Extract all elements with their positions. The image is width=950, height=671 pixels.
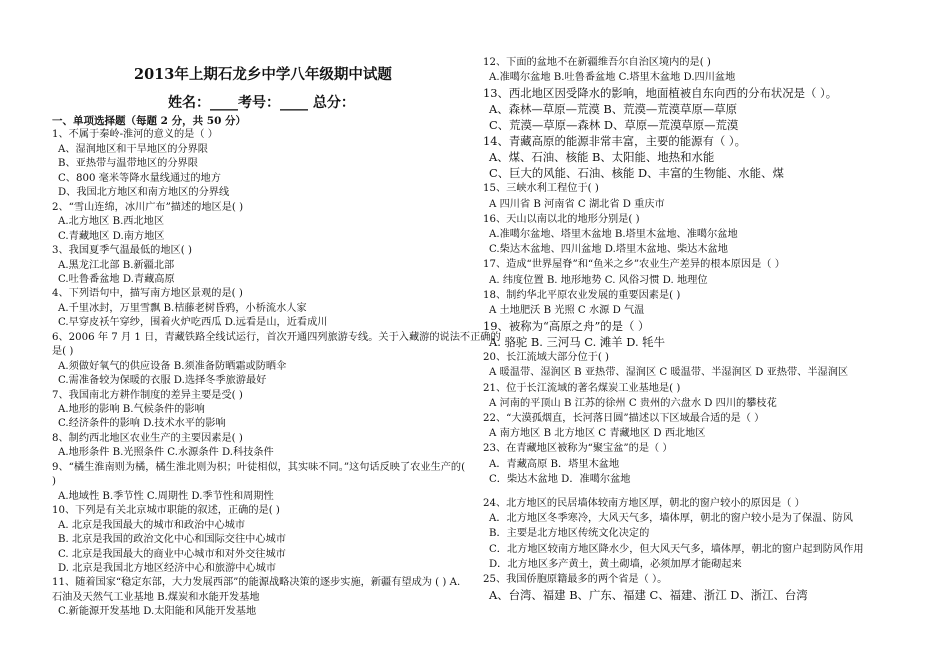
right-text-line: A．北方地区冬季寒冷，大风天气多，墙体厚，朝北的窗户较小是为了保温、防风	[489, 513, 853, 525]
left-text-line: 9、“橘生淮南则为橘，橘生淮北则为枳；叶徒相似，其实味不同。”这句话反映了农业生产的(	[52, 461, 466, 473]
student-info-bar: 姓名：____考号：____ 总分：	[168, 95, 355, 111]
right-text-line: C、巨大的风能、石油、核能 D、丰富的生物能、水能、煤	[489, 166, 784, 181]
right-text-line: 16、天山以南以北的地形分别是( )	[483, 213, 640, 225]
left-text-line: C. 北京是我国最大的商业中心城市和对外交往城市	[58, 548, 286, 560]
left-text-line: 10、下列是有关北京城市职能的叙述，正确的是( )	[52, 505, 280, 517]
right-text-line: D．北方地区多产黄土，黄土砌墙，必须加厚才能砌起来	[489, 558, 742, 570]
left-text-line: 4、下列语句中，描写南方地区景观的是( )	[52, 288, 243, 300]
left-text-line: 3、我国夏季气温最低的地区( )	[52, 245, 192, 257]
left-text-line: 2、“雪山连绵，冰川广布”描述的地区是( )	[52, 201, 244, 213]
right-text-line: 24、北方地区的民居墙体较南方地区厚，朝北的窗户较小的原因是（ ）	[483, 498, 805, 509]
right-text-line: 12、下面的盆地不在新疆维吾尔自治区境内的是( )	[483, 57, 711, 68]
left-text-line: A、湿润地区和干旱地区的分界限	[58, 143, 208, 155]
right-text-line: 21、位于长江流域的著名煤炭工业基地是( )	[483, 382, 681, 394]
left-text-line: B. 北京是我国的政治文化中心和国际交往中心城市	[58, 534, 286, 546]
exam-title: 2013年上期石龙乡中学八年级期中试题	[134, 66, 392, 83]
right-text-line: C、荒漠—草原—森林 D、草原—荒漠草原—荒漠	[489, 118, 739, 133]
right-text-line: A 河南的平顶山 B 江苏的徐州 C 贵州的六盘水 D 四川的攀枝花	[489, 397, 777, 409]
left-text-line: A.地域性 B.季节性 C.周期性 D.季节性和周期性	[58, 490, 274, 502]
right-text-line: 18、制约华北平原农业发展的重要因素是( )	[483, 289, 681, 301]
right-text-line: 23、在青藏地区被称为“聚宝盆”的是（ ）	[483, 443, 673, 455]
left-text-line: C.经济条件的影响 D.技术水平的影响	[58, 418, 226, 430]
left-text-line: C、800 毫米等降水量线通过的地方	[58, 172, 221, 184]
left-text-line: C.新能源开发基地 D.太阳能和风能开发基地	[58, 606, 257, 618]
right-text-line: 17、造成“世界屋脊”和“鱼米之乡”农业生产差异的根本原因是（ ）	[483, 259, 785, 271]
left-text-line: 7、我国南北方耕作制度的差异主要是受( )	[52, 389, 243, 401]
right-text-line: 14、青藏高原的能源非常丰富，主要的能源有（ ）。	[483, 134, 747, 149]
right-text-line: A. 纬度位置 B. 地形地势 C. 风俗习惯 D. 地理位	[489, 274, 708, 286]
left-text-line: )	[52, 476, 56, 488]
right-text-line: 19、被称为“高原之舟”的是（ ）	[483, 319, 650, 334]
right-text-line: A.准噶尔盆地 B.吐鲁番盆地 C.塔里木盆地 D.四川盆地	[489, 72, 736, 84]
right-text-line: A 土地肥沃 B 光照 C 水源 D 气温	[489, 305, 645, 316]
right-text-line: A 四川省 B 河南省 C 湖北省 D 重庆市	[489, 198, 665, 210]
left-text-line: 石油及天然气工业基地 B.煤炭和水能开发基地	[52, 591, 260, 603]
right-text-line: A. 骆驼 B. 三河马 C. 滩羊 D. 牦牛	[489, 335, 665, 350]
left-text-line: C.需准备较为保暖的衣服 D.选择冬季旅游最好	[58, 375, 267, 387]
left-text-line: 1、不属于秦岭-淮河的意义的是（ ）	[52, 129, 218, 141]
left-text-line: 一、单项选择题（每题 2 分，共 50 分）	[52, 115, 247, 127]
left-text-line: A.黑龙江北部 B.新疆北部	[58, 259, 175, 271]
left-text-line: A.地形的影响 B.气候条件的影响	[58, 404, 205, 415]
left-text-line: A.千里冰封，万里雪飘 B.桔藤老树昏鸦，小桥流水人家	[58, 302, 307, 314]
left-text-line: 是( )	[52, 346, 74, 358]
right-text-line: A.准噶尔盆地、塔里木盆地 B.塔里木盆地、准噶尔盆地	[489, 229, 738, 240]
right-text-line: A、煤、石油、核能 B、太阳能、地热和水能	[489, 150, 715, 165]
left-text-line: C.早穿皮袄午穿纱，围着火炉吃西瓜 D.远看是山，近看成川	[58, 317, 328, 329]
right-text-line: A．青藏高原 B．塔里木盆地	[489, 458, 620, 470]
right-text-line: A、森林—草原—荒漠 B、荒漠—荒漠草原—草原	[489, 102, 738, 117]
left-text-line: A.地形条件 B.光照条件 C.水源条件 D.科技条件	[58, 447, 274, 459]
right-text-line: A 南方地区 B 北方地区 C 青藏地区 D 西北地区	[489, 428, 706, 440]
left-text-line: B、亚热带与温带地区的分界限	[58, 158, 198, 170]
left-text-line: C.青藏地区 D.南方地区	[58, 230, 165, 242]
left-text-line: C.吐鲁番盆地 D.青藏高原	[58, 273, 175, 285]
left-text-line: 11、随着国家“稳定东部，大力发展西部”的能源战略决策的逐步实施，新疆有望成为 ( ) A.	[52, 577, 461, 589]
left-text-line: 8、制约西北地区农业生产的主要因素是( )	[52, 432, 243, 444]
right-text-line: C．北方地区较南方地区降水少，但大风天气多，墙体厚，朝北的窗户起到防风作用	[489, 543, 864, 555]
left-text-line: D. 北京是我国北方地区经济中心和旅游中心城市	[58, 562, 277, 574]
left-text-line: 6、2006 年 7 月 1 日，青藏铁路全线试运行，首次开通四列旅游专线。关于入藏游的说法不正确的	[52, 331, 501, 343]
left-text-line: D、我国北方地区和南方地区的分界线	[58, 187, 230, 199]
left-text-line: A.须做好氧气的供应设备 B.须准备防晒霜或防晒伞	[58, 360, 287, 372]
left-text-line: A. 北京是我国最大的城市和政治中心城市	[58, 519, 246, 531]
right-text-line: A、台湾、福建 B、广东、福建 C、福建、浙江 D、浙江、台湾	[489, 588, 808, 603]
right-text-line: 13、西北地区因受降水的影响，地面植被自东向西的分布状况是（ ）。	[483, 86, 838, 101]
right-text-line: 25、我国侨胞原籍最多的两个省是（ ）。	[483, 574, 668, 585]
right-text-line: B．主要是北方地区传统文化决定的	[489, 528, 650, 540]
right-text-line: 15、三峡水利工程位于( )	[483, 183, 599, 195]
right-text-line: 20、长江流域大部分位于( )	[483, 352, 610, 364]
right-text-line: C．柴达木盆地 D．准噶尔盆地	[489, 473, 631, 485]
left-text-line: A.北方地区 B.西北地区	[58, 216, 165, 228]
right-text-line: A 暖温带、湿润区 B 亚热带、湿润区 C 暖温带、半湿润区 D 亚热带、半湿润区	[489, 367, 849, 379]
right-text-line: 22、“大漠孤烟直，长河落日圆”描述以下区域最合适的是（ ）	[483, 413, 765, 424]
right-text-line: C.柴达木盆地、四川盆地 D.塔里木盆地、柴达木盆地	[489, 244, 728, 256]
